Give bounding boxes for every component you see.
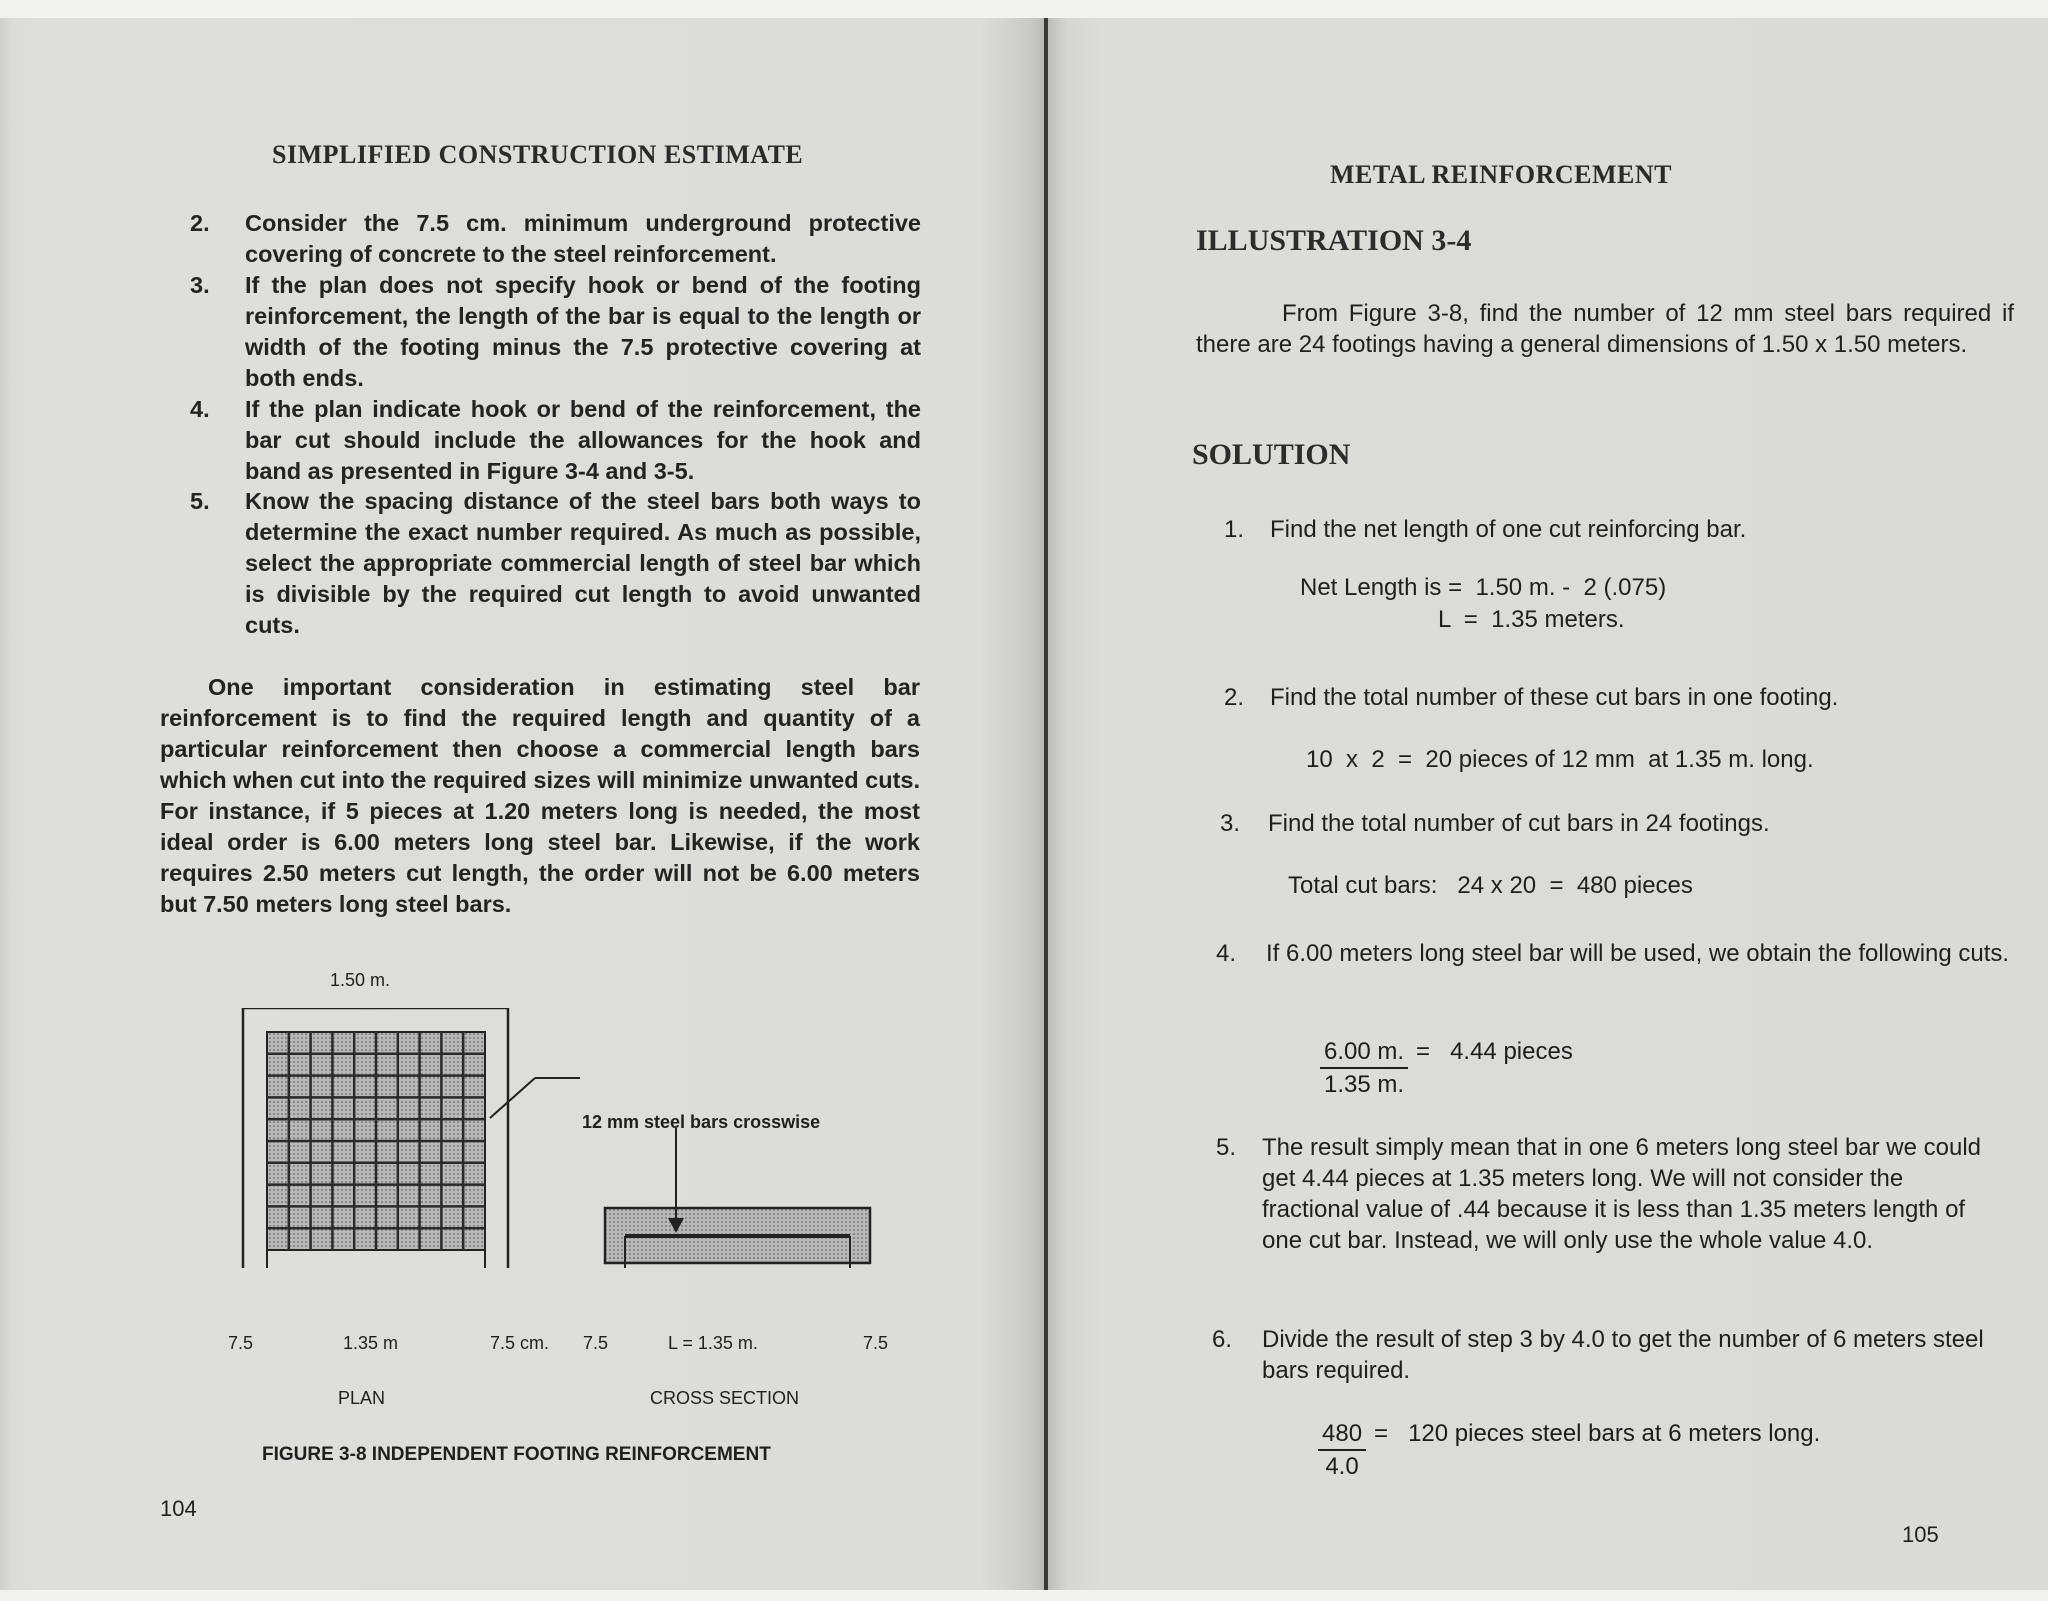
cross-section-view bbox=[605, 1128, 870, 1268]
problem-statement: From Figure 3-8, find the number of 12 mm steel bars required if there are 24 footings having a general dimensions of 1.50 x 1.50 meters. bbox=[1196, 300, 2014, 358]
plan-view bbox=[243, 1008, 580, 1268]
cross-section-label: CROSS SECTION bbox=[650, 1388, 800, 1408]
step-equation: L = 1.35 meters. bbox=[1438, 606, 1625, 633]
list-text: Consider the 7.5 cm. minimum underground protective covering of concrete to the steel reinforcement. bbox=[245, 210, 921, 267]
step-number: 4. bbox=[1216, 940, 1237, 967]
step-number: 5. bbox=[1216, 1134, 1237, 1161]
left-page bbox=[0, 18, 1046, 1590]
callout-leader bbox=[490, 1078, 535, 1118]
list-number: 3. bbox=[190, 272, 210, 298]
fraction-numerator: 6.00 m. bbox=[1320, 1036, 1408, 1069]
body-paragraph: One important consideration in estimating steel bar reinforcement is to find the required length and quantity of a particular reinforcement then choose a commercial length bars which when cut into the required sizes will minimize unwanted cuts. For instance, if 5 pieces at 1.20 meters long is needed, the most ideal order is 6.00 meters long steel bar. Likewise, if the work requires 2.50 meters cut length, the order will not be 6.00 meters but 7.50 meters long steel bars. bbox=[160, 674, 920, 917]
section-dim-left: 7.5 bbox=[583, 1333, 609, 1353]
list-item bbox=[190, 394, 921, 487]
step-equation: Net Length is = 1.50 m. - 2 (.075) bbox=[1300, 574, 1667, 601]
section-dim-center: L = 1.35 m. bbox=[668, 1333, 758, 1353]
fraction-denominator: 4.0 bbox=[1325, 1453, 1359, 1480]
step-equation: 10 x 2 = 20 pieces of 12 mm at 1.35 m. long. bbox=[1306, 746, 1814, 773]
list-item bbox=[190, 208, 921, 270]
fraction-block bbox=[1318, 1418, 1820, 1482]
fraction-result: = 4.44 pieces bbox=[1416, 1038, 1573, 1065]
list-item bbox=[190, 270, 921, 394]
list-item bbox=[190, 486, 921, 641]
list-number: 4. bbox=[190, 396, 210, 422]
plan-dim-right: 7.5 cm. bbox=[490, 1333, 550, 1353]
step-text: If 6.00 meters long steel bar will be used, we obtain the following cuts. bbox=[1266, 940, 2010, 967]
plan-dim-center: 1.35 m bbox=[343, 1333, 399, 1353]
step-equation: Total cut bars: 24 x 20 = 480 pieces bbox=[1288, 872, 1693, 899]
step-text: Divide the result of step 3 by 4.0 to get the number of 6 meters steel bars required. bbox=[1262, 1326, 1984, 1384]
plan-dim-left: 7.5 bbox=[228, 1333, 254, 1353]
illustration-title: ILLUSTRATION 3-4 bbox=[1196, 224, 1472, 257]
solution-title: SOLUTION bbox=[1192, 438, 1351, 471]
list-text: If the plan does not specify hook or bend of the footing reinforcement, the length of the bar is equal to the length or width of the footing minus the 7.5 protective covering at both ends. bbox=[245, 272, 921, 391]
section-dim-right: 7.5 bbox=[863, 1333, 889, 1353]
figure-caption: FIGURE 3-8 INDEPENDENT FOOTING REINFORCEMENT bbox=[262, 1444, 771, 1465]
list-number: 2. bbox=[190, 210, 210, 236]
running-head-left: SIMPLIFIED CONSTRUCTION ESTIMATE bbox=[272, 140, 804, 169]
step-text: Find the total number of these cut bars in one footing. bbox=[1270, 684, 1839, 711]
step-number: 1. bbox=[1224, 516, 1245, 543]
list-text: Know the spacing distance of the steel bars both ways to determine the exact number required. As much as possible, select the appropriate commercial length of steel bar which is divisible by the required cut length to avoid unwanted cuts. bbox=[245, 488, 921, 638]
right-page bbox=[1048, 18, 2048, 1590]
list-number: 5. bbox=[190, 488, 210, 514]
fraction-numerator: 480 bbox=[1318, 1418, 1366, 1451]
fraction-denominator: 1.35 m. bbox=[1324, 1071, 1405, 1098]
running-head-right: METAL REINFORCEMENT bbox=[1330, 160, 1672, 189]
plan-label: PLAN bbox=[338, 1388, 386, 1408]
page-number-left: 104 bbox=[160, 1496, 197, 1521]
callout-label: 12 mm steel bars crosswise bbox=[582, 1112, 821, 1132]
step-number: 2. bbox=[1224, 684, 1245, 711]
step-text: Find the net length of one cut reinforcing bar. bbox=[1270, 516, 1747, 543]
step-text: Find the total number of cut bars in 24 footings. bbox=[1268, 810, 1770, 837]
step-text: The result simply mean that in one 6 meters long steel bar we could get 4.44 pieces at 1.35 meters long. We will not consider the fractional value of .44 because it is less than 1.35 meters length of one cut bar. Instead, we will only use the whole value 4.0. bbox=[1262, 1134, 1982, 1254]
fraction-result: = 120 pieces steel bars at 6 meters long. bbox=[1374, 1420, 1821, 1447]
list-text: If the plan indicate hook or bend of the reinforcement, the bar cut should include the allowances for the hook and band as presented in Figure 3-4 and 3-5. bbox=[245, 396, 921, 484]
footing-figure bbox=[160, 1008, 880, 1268]
step-number: 6. bbox=[1212, 1326, 1233, 1353]
figure-top-dimension: 1.50 m. bbox=[330, 970, 391, 990]
step-number: 3. bbox=[1220, 810, 1241, 837]
fraction-block bbox=[1320, 1036, 1573, 1100]
page-number-right: 105 bbox=[1902, 1522, 1939, 1547]
